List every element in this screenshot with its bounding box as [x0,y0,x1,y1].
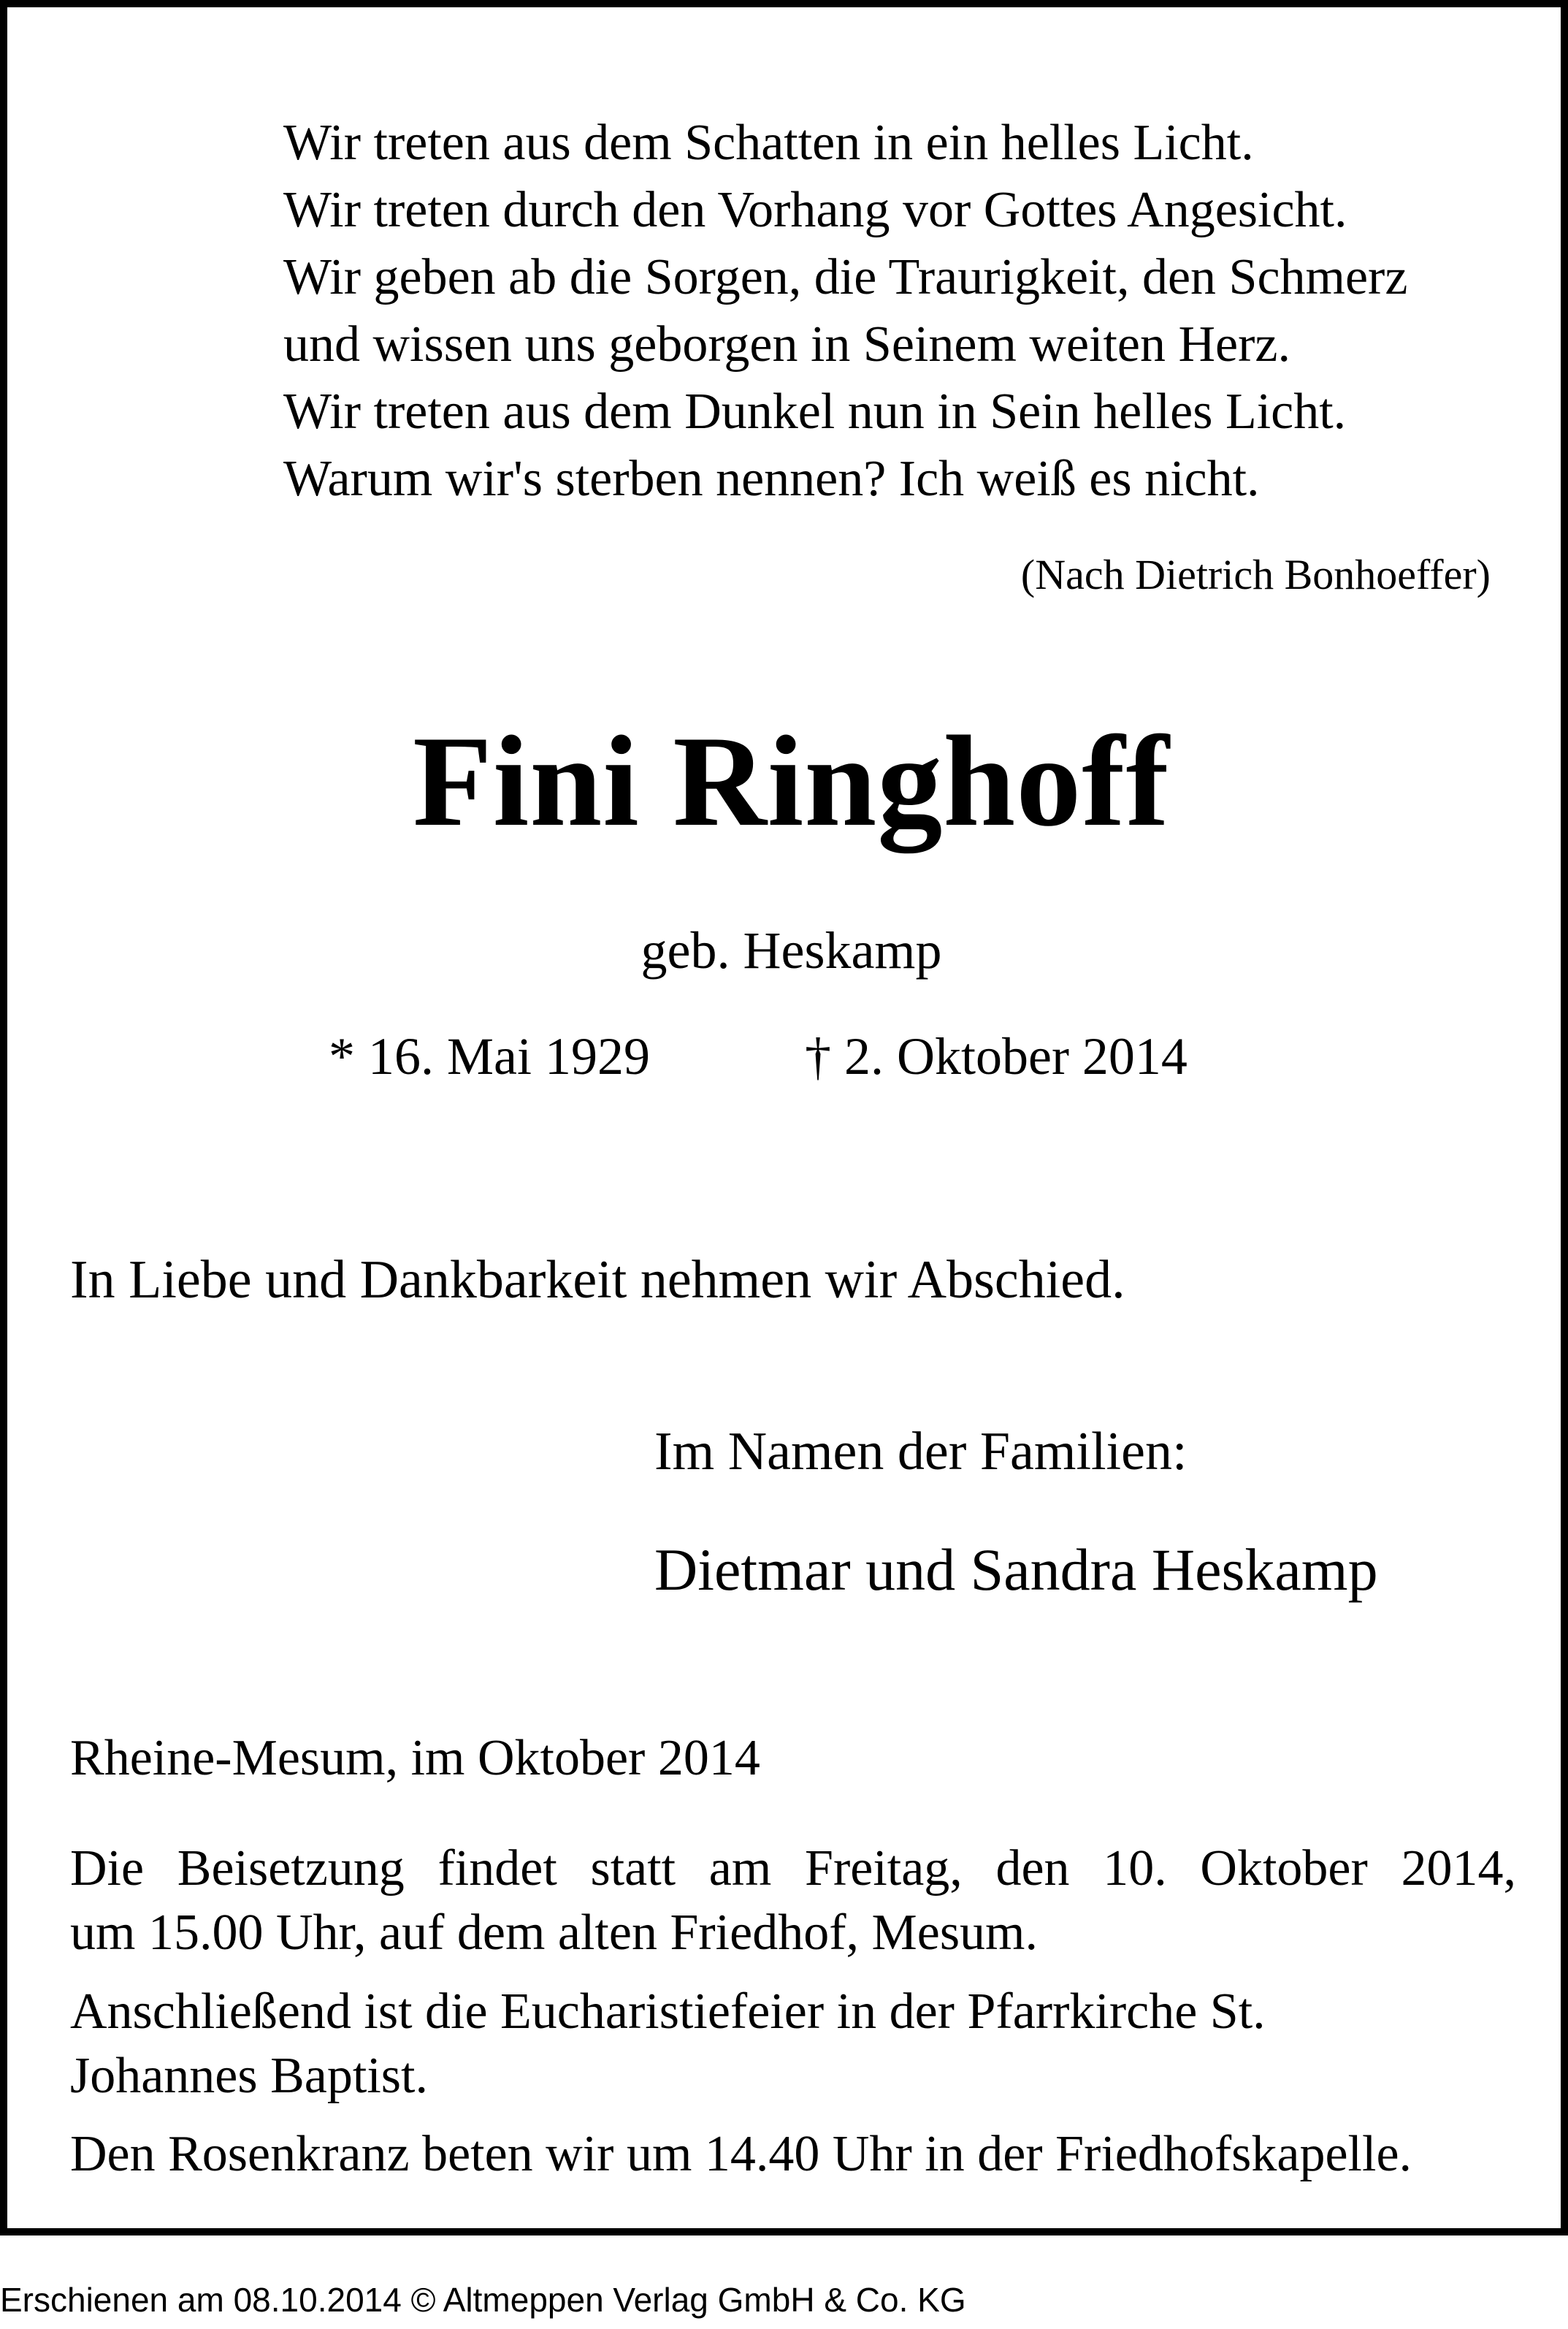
rosary-line: Den Rosenkranz beten wir um 14.40 Uhr in der Friedhofskapelle. [70,2126,1412,2182]
poem-line: und wissen uns geborgen in Seinem weiten Herz. [283,316,1290,373]
mass-line: Johannes Baptist. [70,2048,428,2104]
farewell-text: In Liebe und Dankbarkeit nehmen wir Abschied. [70,1250,1125,1310]
death-date: † 2. Oktober 2014 [805,1027,1188,1086]
publication-footer: Erschienen am 08.10.2014 © Altmeppen Verlag GmbH & Co. KG [0,2281,966,2319]
poem-line: Wir treten aus dem Schatten in ein helles Licht. [283,115,1254,171]
poem-line: Wir treten durch den Vorhang vor Gottes Angesicht. [283,182,1347,238]
family-names: Dietmar und Sandra Heskamp [654,1536,1378,1603]
poem-attribution: (Nach Dietrich Bonhoeffer) [1020,551,1491,598]
poem [283,110,1407,513]
burial-line: Die Beisetzung findet statt am Freitag, den 10. Oktober 2014, [70,1840,1516,1897]
place-date: Rheine-Mesum, im Oktober 2014 [70,1730,760,1786]
maiden-name: geb. Heskamp [640,921,942,980]
mass-info [70,1980,1516,2108]
burial-info [70,1837,1516,1965]
family-intro: Im Namen der Familien: [654,1422,1188,1482]
birth-date: * 16. Mai 1929 [329,1027,650,1086]
burial-line: um 15.00 Uhr, auf dem alten Friedhof, Mesum. [70,1905,1039,1961]
poem-line: Warum wir's sterben nennen? Ich weiß es nicht. [283,451,1260,507]
deceased-name: Fini Ringhoff [413,709,1170,853]
poem-line: Wir geben ab die Sorgen, die Traurigkeit, den Schmerz [283,249,1408,305]
poem-line: Wir treten aus dem Dunkel nun in Sein helles Licht. [283,384,1347,440]
rosary-info [70,2122,1516,2187]
mass-line: Anschließend ist die Eucharistiefeier in der Pfarrkirche St. [70,1983,1266,2040]
